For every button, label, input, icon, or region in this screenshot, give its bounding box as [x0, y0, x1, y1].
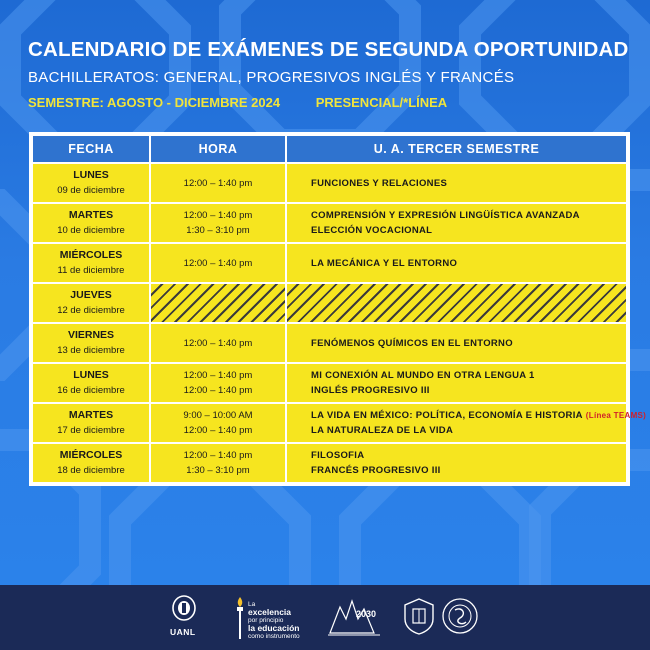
date-label: 17 de diciembre [57, 425, 125, 436]
time-slot: 12:00 – 1:40 pm [183, 177, 253, 189]
subject-line [311, 208, 626, 223]
time-cell [150, 323, 286, 363]
table-row [32, 203, 627, 243]
subject-line [311, 408, 647, 423]
vision-2030-logo [326, 597, 382, 639]
time-slot: 1:30 – 3:10 pm [186, 465, 250, 476]
table-header-row [32, 135, 627, 163]
semester-label: SEMESTRE: AGOSTO - DICIEMBRE 2024 [28, 95, 281, 110]
subject-name: INGLÉS PROGRESIVO III [311, 385, 430, 396]
table-row [32, 283, 627, 323]
anniversary-seal-icon [440, 596, 480, 636]
date-cell [32, 243, 150, 283]
date-label: 12 de diciembre [57, 305, 125, 316]
modality-label: PRESENCIAL/*LÍNEA [315, 95, 448, 110]
column-header-ua: U. A. TERCER SEMESTRE [286, 135, 627, 163]
weekday-label: VIERNES [67, 329, 115, 341]
weekday-label: JUEVES [70, 289, 112, 301]
subject-name: LA VIDA EN MÉXICO: POLÍTICA, ECONOMÍA E HISTORIA [311, 410, 583, 421]
date-cell [32, 283, 150, 323]
weekday-label: MIÉRCOLES [59, 449, 123, 461]
motto-text: La excelencia por principio la educación como instrumento [248, 601, 300, 640]
time-slot: 12:00 – 1:40 pm [183, 385, 253, 396]
subject-name: MI CONEXIÓN AL MUNDO EN OTRA LENGUA 1 [311, 370, 535, 381]
table-row [32, 443, 627, 483]
weekday-label: MARTES [68, 409, 114, 421]
weekday-label: MIÉRCOLES [59, 249, 123, 261]
subject-line [311, 336, 626, 351]
date-cell [32, 363, 150, 403]
time-cell [150, 443, 286, 483]
subject-cell [286, 363, 627, 403]
time-slot: 12:00 – 1:40 pm [183, 370, 253, 381]
time-slot: 12:00 – 1:40 pm [183, 425, 253, 436]
header [28, 38, 640, 110]
subject-cell [286, 243, 627, 283]
date-label: 18 de diciembre [57, 465, 125, 476]
subject-line [311, 448, 626, 463]
date-cell [32, 443, 150, 483]
footer-logos [0, 585, 650, 650]
no-exam-subject-cell [286, 283, 627, 323]
exam-schedule-table [29, 132, 647, 486]
time-cell [150, 363, 286, 403]
time-slot: 12:00 – 1:40 pm [183, 257, 253, 269]
date-label: 16 de diciembre [57, 385, 125, 396]
date-cell [32, 203, 150, 243]
date-label: 09 de diciembre [57, 185, 125, 196]
time-cell [150, 403, 286, 443]
uanl-label: UANL [170, 627, 196, 637]
footer-bar [0, 585, 650, 650]
subject-name: ELECCIÓN VOCACIONAL [311, 225, 433, 236]
no-exam-time-cell [150, 283, 286, 323]
subject-line [311, 423, 626, 438]
subject-cell [286, 403, 647, 443]
table-row [32, 243, 627, 283]
time-cell [150, 163, 286, 203]
page-title: CALENDARIO DE EXÁMENES DE SEGUNDA OPORTUNIDAD [28, 38, 629, 61]
time-cell [150, 203, 286, 243]
subject-name: LA MECÁNICA Y EL ENTORNO [311, 257, 458, 269]
subject-line [311, 383, 626, 398]
weekday-label: MARTES [68, 209, 114, 221]
column-header-hora: HORA [150, 135, 286, 163]
time-slot: 12:00 – 1:40 pm [183, 450, 253, 461]
subject-cell [286, 163, 627, 203]
modality-note: (Línea TEAMS) [585, 411, 647, 420]
table-row [32, 163, 627, 203]
weekday-label: LUNES [73, 169, 109, 181]
subject-cell [286, 443, 627, 483]
subject-name: FILOSOFIA [311, 450, 365, 461]
date-cell [32, 323, 150, 363]
page-subtitle: BACHILLERATOS: GENERAL, PROGRESIVOS INGLÉS Y FRANCÉS [28, 69, 515, 86]
subject-line [311, 368, 626, 383]
table-row [32, 403, 627, 443]
time-slot: 1:30 – 3:10 pm [186, 225, 250, 236]
date-label: 11 de diciembre [57, 265, 125, 276]
date-cell [32, 163, 150, 203]
preparatoria-shield-icon [402, 597, 436, 635]
uanl-shield-icon [171, 595, 197, 625]
subject-name: FUNCIONES Y RELACIONES [311, 177, 448, 189]
torch-icon [234, 595, 246, 641]
table-row [32, 323, 627, 363]
subject-cell [286, 323, 627, 363]
column-header-fecha: FECHA [32, 135, 150, 163]
time-slot: 12:00 – 1:40 pm [183, 210, 253, 221]
subject-cell [286, 203, 627, 243]
subject-name: FRANCÉS PROGRESIVO III [311, 465, 441, 476]
table-row [32, 363, 627, 403]
subject-name: FENÓMENOS QUÍMICOS EN EL ENTORNO [311, 337, 513, 349]
subject-name: COMPRENSIÓN Y EXPRESIÓN LINGÜÍSTICA AVANZADA [311, 210, 580, 221]
date-label: 13 de diciembre [57, 345, 125, 356]
semester-line [28, 95, 640, 110]
subject-line [311, 256, 626, 271]
date-label: 10 de diciembre [57, 225, 125, 236]
time-slot: 9:00 – 10:00 AM [183, 410, 253, 421]
time-cell [150, 243, 286, 283]
weekday-label: LUNES [73, 369, 109, 381]
subject-name: LA NATURALEZA DE LA VIDA [311, 425, 454, 436]
time-slot: 12:00 – 1:40 pm [183, 337, 253, 349]
date-cell [32, 403, 150, 443]
vision-2030-text: 2030 [356, 609, 377, 619]
subject-line [311, 176, 626, 191]
subject-line [311, 463, 626, 478]
subject-line [311, 223, 626, 238]
